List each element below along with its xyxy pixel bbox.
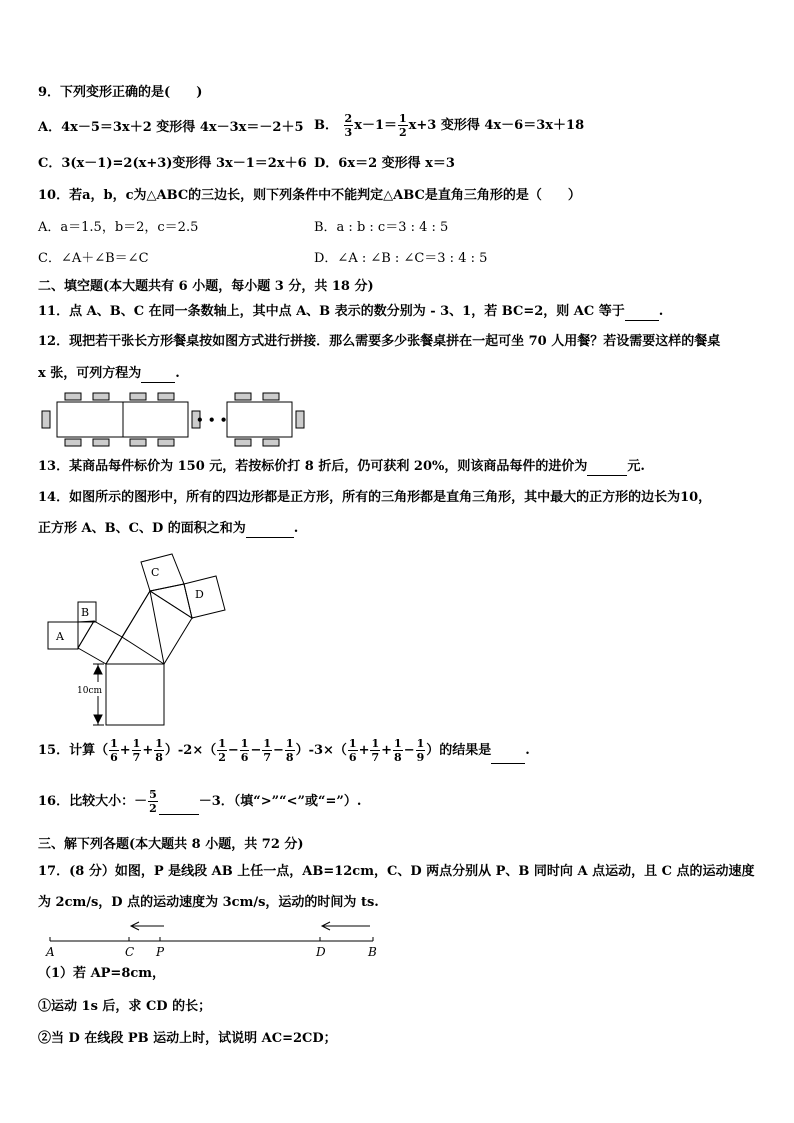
- chair: [235, 439, 251, 446]
- fraction: $\frac{1}{7}$: [371, 737, 380, 764]
- label-b: B: [368, 945, 377, 959]
- table: [57, 402, 123, 437]
- question-end: .: [525, 743, 530, 758]
- table: [227, 402, 292, 437]
- option-text: 4x－5＝3x＋2 变形得 4x－3x＝－2＋5: [61, 120, 304, 135]
- chair: [130, 439, 146, 446]
- label-b: B: [81, 606, 90, 619]
- chair: [65, 393, 81, 400]
- answer-blank[interactable]: [587, 461, 627, 476]
- label-c: C: [125, 945, 135, 959]
- fraction: $\frac{5}{2}$: [149, 788, 157, 815]
- square: [78, 621, 122, 664]
- fraction: $\frac{1}{8}$: [155, 737, 163, 764]
- q9-option-d[interactable]: [314, 155, 455, 173]
- option-label: C．: [38, 156, 62, 171]
- q11: [38, 303, 663, 321]
- question-text: 11．点 A、B、C 在同一条数轴上，其中点 A、B 表示的数分别为 - 3、1，若 BC=2，则 AC 等于: [38, 304, 625, 319]
- section-3-heading: 三、解下列各题(本大题共 8 小题，共 72 分): [38, 837, 304, 852]
- option-label: A．: [38, 120, 62, 135]
- label-p: P: [156, 945, 165, 959]
- question-text: ）-2×（: [164, 743, 217, 758]
- option-label: D．: [314, 156, 339, 171]
- chair: [263, 393, 279, 400]
- q14-line2: [38, 520, 298, 538]
- chair: [158, 393, 174, 400]
- chair: [296, 411, 304, 428]
- table: [123, 402, 188, 437]
- question-text: 13．某商品每件标价为 150 元，若按标价打 8 折后，仍可获利 20%，则该商品每件的进价为: [38, 459, 588, 474]
- q17-sub1b: ②当 D 在线段 PB 运动上时，试说明 AC=2CD；: [38, 1031, 337, 1046]
- q16: [38, 788, 361, 815]
- question-end: 元.: [627, 459, 645, 474]
- chair: [65, 439, 81, 446]
- q10-option-b[interactable]: B．a : b : c＝3 : 4 : 5: [314, 220, 449, 235]
- fraction: $\frac{1}{6}$: [348, 737, 357, 764]
- question-text: x 张，可列方程为: [38, 366, 142, 381]
- q12-tables-figure: [38, 390, 328, 450]
- q9-stem: 9．下列变形正确的是( ): [38, 85, 203, 100]
- q14-line1: 14．如图所示的图形中，所有的四边形都是正方形，所有的三角形都是直角三角形，其中最大的正方形的边长为10，: [38, 490, 712, 505]
- answer-blank[interactable]: [625, 306, 659, 321]
- square-c: [141, 554, 184, 591]
- question-text: 16．比较大小：－: [38, 794, 148, 809]
- largest-square: [106, 664, 164, 725]
- fraction: $\frac{1}{7}$: [263, 737, 271, 764]
- q14-squares-figure: [44, 548, 244, 730]
- q9-option-a[interactable]: [38, 119, 304, 137]
- q12-line1: 12．现把若干张长方形餐桌按如图方式进行拼接．那么需要多少张餐桌拼在一起可坐 70 人用餐？若设需要这样的餐桌: [38, 334, 721, 349]
- question-text: ）-3×（: [295, 743, 347, 758]
- q10-option-a[interactable]: A．a＝1.5，b＝2，c＝2.5: [38, 220, 199, 235]
- fraction: $\frac{1}{8}$: [394, 737, 402, 764]
- q13: [38, 458, 645, 476]
- fraction: $\frac{1}{8}$: [285, 737, 294, 764]
- q9-option-b[interactable]: [314, 112, 584, 139]
- answer-blank[interactable]: [159, 800, 199, 815]
- q9-option-c[interactable]: [38, 155, 307, 173]
- section-2-heading: 二、填空题(本大题共有 6 小题，每小题 3 分，共 18 分): [38, 279, 374, 294]
- answer-blank[interactable]: [141, 368, 175, 383]
- fraction: $\frac{1}{6}$: [110, 737, 118, 764]
- option-text: 3(x－1)=2(x+3)变形得 3x－1＝2x＋6: [61, 156, 307, 171]
- fraction: $\frac{2}{3}$: [344, 112, 353, 139]
- chair: [158, 439, 174, 446]
- fraction: $\frac{1}{6}$: [240, 737, 249, 764]
- fraction: $\frac{1}{7}$: [132, 737, 141, 764]
- label-a: A: [46, 945, 55, 959]
- label-d: D: [316, 945, 326, 959]
- question-text: ）的结果是: [426, 743, 492, 758]
- question-text: 正方形 A、B、C、D 的面积之和为: [38, 521, 246, 536]
- q12-line2: [38, 365, 180, 383]
- q17-line1: 17．(8 分）如图，P 是线段 AB 上任一点，AB=12cm，C、D 两点分别从 P、B 同时向 A 点运动，且 C 点的运动速度: [38, 864, 755, 879]
- q10-option-c[interactable]: C．∠A＋∠B＝∠C: [38, 251, 149, 266]
- q17-segment-figure: [38, 918, 388, 962]
- label-a: A: [56, 630, 64, 643]
- ellipsis-dots: • • •: [196, 413, 228, 427]
- q17-line2: 为 2cm/s，D 点的运动速度为 3cm/s，运动的时间为 ts.: [38, 895, 379, 910]
- option-text: x+3 变形得 4x－6＝3x＋18: [408, 118, 585, 133]
- chair: [130, 393, 146, 400]
- fraction: $\frac{1}{2}$: [398, 112, 407, 139]
- tree-shapes: [48, 554, 225, 664]
- fraction: $\frac{1}{2}$: [218, 737, 226, 764]
- label-d: D: [195, 588, 204, 601]
- chair: [235, 393, 251, 400]
- chair: [93, 393, 109, 400]
- q17-sub1a: ①运动 1s 后，求 CD 的长；: [38, 999, 212, 1014]
- question-end: .: [175, 366, 180, 381]
- option-text: 6x＝2 变形得 x＝3: [338, 156, 455, 171]
- question-end: .: [658, 304, 664, 319]
- question-text: 15．计算（: [38, 743, 109, 758]
- question-text: －3．（填“>”“<”或“=”）.: [198, 794, 362, 809]
- option-label: B．: [314, 118, 338, 133]
- q15: 15．计算（ $\frac{1}{6}$ + $\frac{1}{7}$ + $\frac{1}{8}$ ）-2×（ $\frac{1}{2}$ − $\frac{1}{6}$ − $\frac{1}{7}$ − $\frac{1}{8}$ ）-3×（ $\frac{1}{6}$ + $\frac{1}{7}$ + $\frac{1}{8}$ − $\frac{1}{9}$ ）的结果是 .: [38, 737, 530, 764]
- q10-option-d[interactable]: D．∠A : ∠B : ∠C＝3 : 4 : 5: [314, 251, 488, 266]
- q10-stem: 10．若a，b，c为△ABC的三边长，则下列条件中不能判定△ABC是直角三角形的是（ ）: [38, 188, 581, 203]
- label-c: C: [151, 566, 160, 579]
- triangle: [106, 591, 164, 664]
- square-d: [184, 576, 225, 618]
- fraction: $\frac{1}{9}$: [416, 737, 425, 764]
- question-end: .: [293, 521, 299, 536]
- answer-blank[interactable]: [246, 523, 294, 538]
- chair: [263, 439, 279, 446]
- answer-blank[interactable]: [491, 749, 525, 764]
- chair: [93, 439, 109, 446]
- q17-sub1: （1）若 AP=8cm，: [38, 966, 166, 981]
- triangle: [78, 621, 94, 648]
- length-label: 10cm: [77, 686, 103, 696]
- chair: [42, 411, 50, 428]
- option-text: x－1＝: [354, 118, 397, 133]
